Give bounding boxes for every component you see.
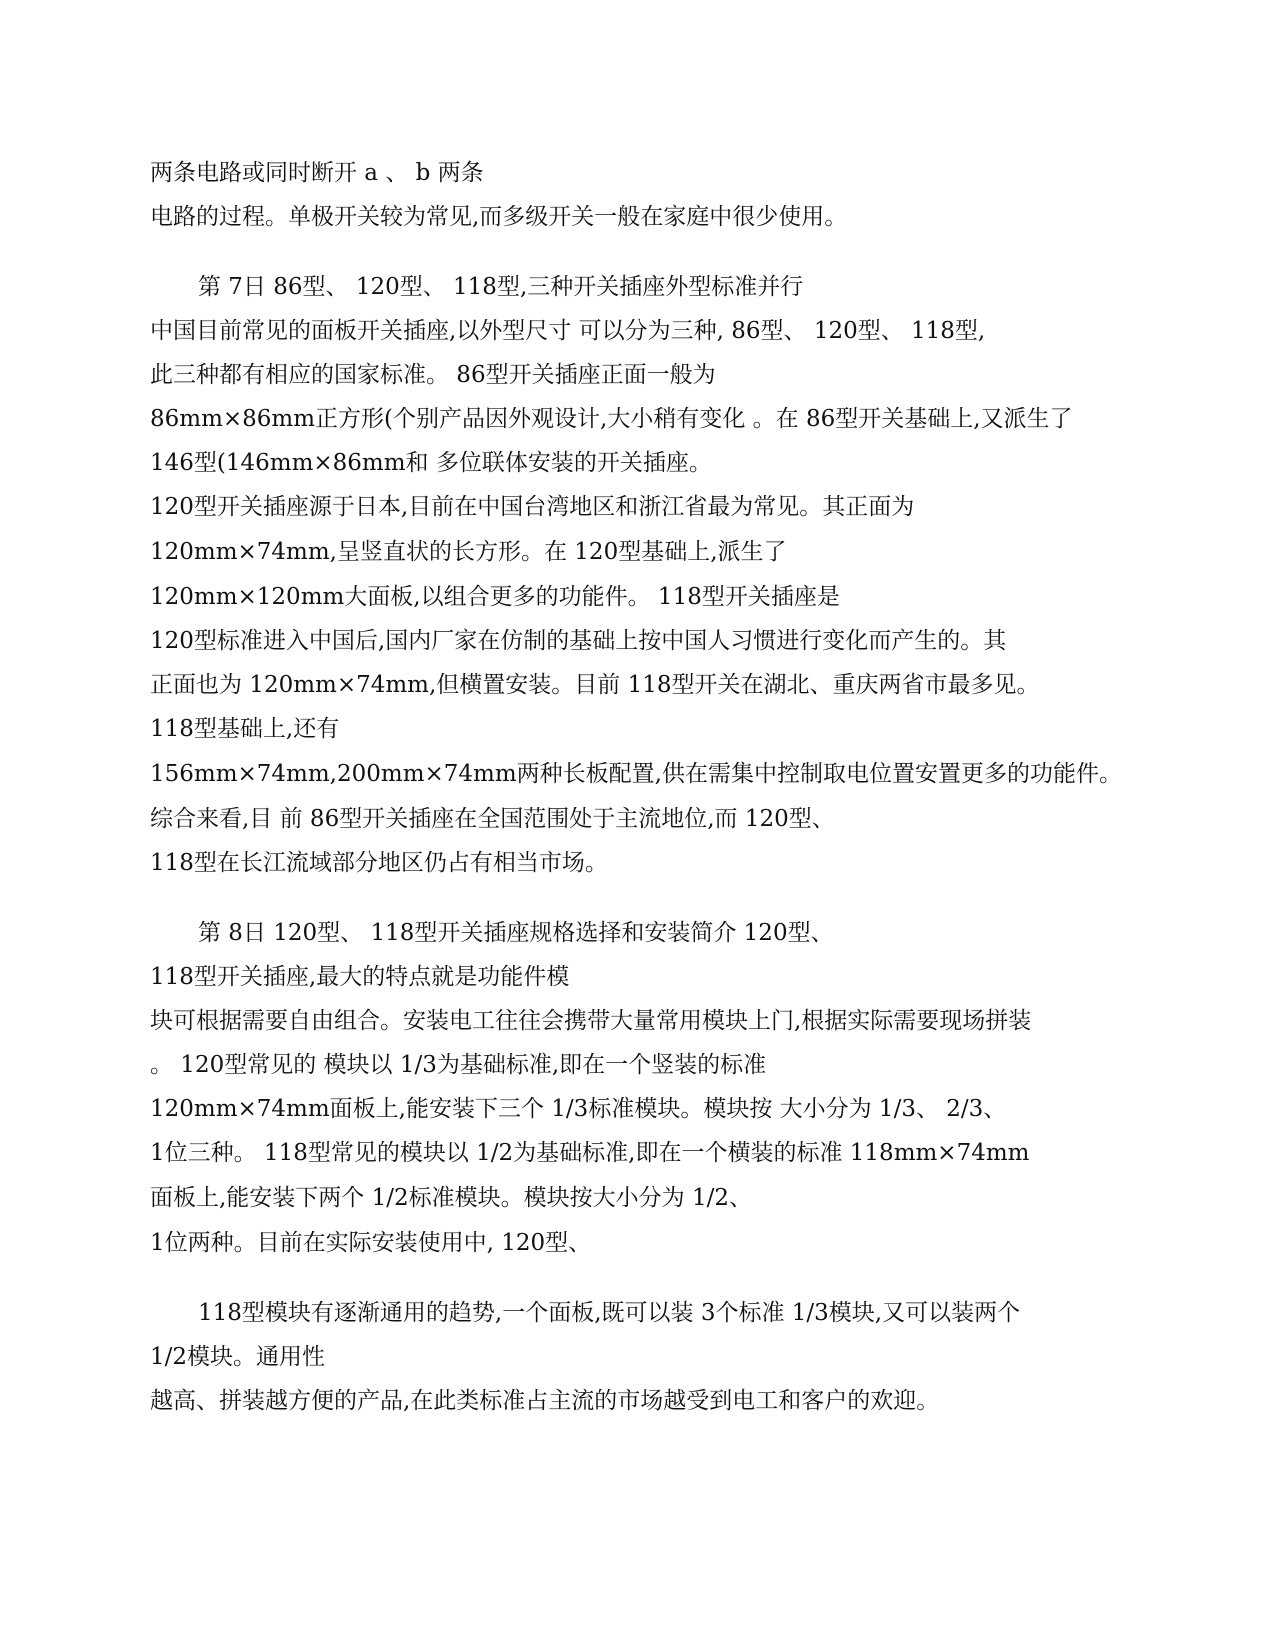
text-line: 电路的过程。单极开关较为常见,而多级开关一般在家庭中很少使用。 bbox=[150, 204, 848, 230]
text-line: 120型开关插座源于日本,目前在中国台湾地区和浙江省最为常见。其正面为 bbox=[150, 494, 915, 520]
text-line: 1位三种。 118型常见的模块以 1/2为基础标准,即在一个横装的标准 118mm×74mm bbox=[150, 1140, 1030, 1166]
text-line: 156mm×74mm,200mm×74mm两种长板配置,供在需集中控制取电位置安置更多的功能件。 bbox=[150, 761, 1122, 787]
text-line: 中国目前常见的面板开关插座,以外型尺寸 可以分为三种, 86型、 120型、 118型, bbox=[150, 318, 986, 344]
text-line: 118型基础上,还有 bbox=[150, 716, 340, 742]
text-line: 120mm×120mm大面板,以组合更多的功能件。 118型开关插座是 bbox=[150, 584, 840, 610]
text-line: 此三种都有相应的国家标准。 86型开关插座正面一般为 bbox=[150, 362, 716, 388]
text-line: 120mm×74mm,呈竖直状的长方形。在 120型基础上,派生了 bbox=[150, 539, 787, 565]
text-line: 两条电路或同时断开 a 、 b 两条 bbox=[150, 160, 484, 186]
text-line: 。 120型常见的 模块以 1/3为基础标准,即在一个竖装的标准 bbox=[150, 1052, 767, 1078]
text-line: 118型模块有逐渐通用的趋势,一个面板,既可以装 3个标准 1/3模块,又可以装两个 bbox=[198, 1300, 1021, 1326]
text-line: 120型标准进入中国后,国内厂家在仿制的基础上按中国人习惯进行变化而产生的。其 bbox=[150, 628, 1007, 654]
text-line: 118型开关插座,最大的特点就是功能件模 bbox=[150, 964, 570, 990]
text-line: 块可根据需要自由组合。安装电工往往会携带大量常用模块上门,根据实际需要现场拼装 bbox=[150, 1008, 1032, 1034]
text-line: 1/2模块。通用性 bbox=[150, 1344, 326, 1370]
text-line: 面板上,能安装下两个 1/2标准模块。模块按大小分为 1/2、 bbox=[150, 1185, 752, 1211]
text-line: 1位两种。目前在实际安装使用中, 120型、 bbox=[150, 1230, 592, 1256]
section-heading-day-8: 第 8日 120型、 118型开关插座规格选择和安装简介 120型、 bbox=[198, 920, 834, 946]
text-line: 越高、拼装越方便的产品,在此类标准占主流的市场越受到电工和客户的欢迎。 bbox=[150, 1388, 940, 1414]
section-heading-day-7: 第 7日 86型、 120型、 118型,三种开关插座外型标准并行 bbox=[198, 274, 804, 300]
text-line: 正面也为 120mm×74mm,但横置安装。目前 118型开关在湖北、重庆两省市最多见。 bbox=[150, 672, 1040, 698]
text-line: 综合来看,目 前 86型开关插座在全国范围处于主流地位,而 120型、 bbox=[150, 806, 835, 832]
text-line: 86mm×86mm正方形(个别产品因外观设计,大小稍有变化 。在 86型开关基础上,又派生了 bbox=[150, 406, 1073, 432]
text-line: 120mm×74mm面板上,能安装下三个 1/3标准模块。模块按 大小分为 1/3、 2/3、 bbox=[150, 1096, 1007, 1122]
text-line: 146型(146mm×86mm和 多位联体安装的开关插座。 bbox=[150, 450, 712, 476]
text-line: 118型在长江流域部分地区仍占有相当市场。 bbox=[150, 850, 608, 876]
